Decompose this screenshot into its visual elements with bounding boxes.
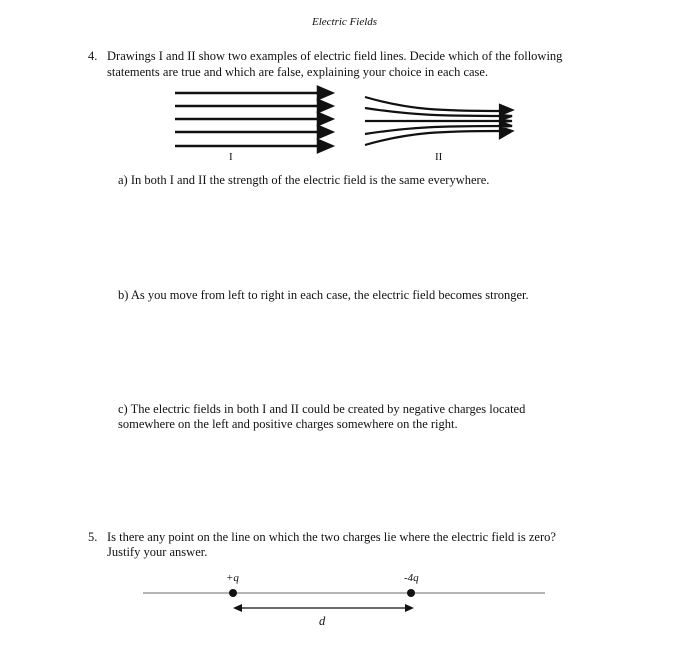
q4-text-line2: statements are true and which are false, explaining your choice in each case. [107,65,489,79]
label-drawing-I: I [229,151,233,163]
q4-part-a: a) In both I and II the strength of the electric field is the same everywhere. [118,173,490,187]
charge2-label: -4q [404,572,419,584]
charge-plus-q [229,589,237,597]
page-header: Electric Fields [312,16,378,28]
label-drawing-II: II [435,151,443,163]
q4-part-c-line1: c) The electric fields in both I and II could be created by negative charges located [118,402,526,416]
field-lines-converging [365,97,512,145]
q4-part-b: b) As you move from left to right in each case, the electric field becomes stronger. [118,288,529,302]
q4-text-line1: Drawings I and II show two examples of electric field lines. Decide which of the following [107,49,563,63]
charge-line-diagram [143,589,545,612]
q5-text-line1: Is there any point on the line on which the two charges lie where the electric field is zero? [107,530,556,544]
field-lines-uniform [175,87,332,152]
charge-minus-4q [407,589,415,597]
q4-part-c-line2: somewhere on the left and positive charges somewhere on the right. [118,417,458,431]
q4-number: 4. [88,49,98,63]
q5-number: 5. [88,530,98,544]
distance-label: d [319,614,326,628]
charge1-label: +q [226,572,239,584]
q5-text-line2: Justify your answer. [107,545,208,559]
